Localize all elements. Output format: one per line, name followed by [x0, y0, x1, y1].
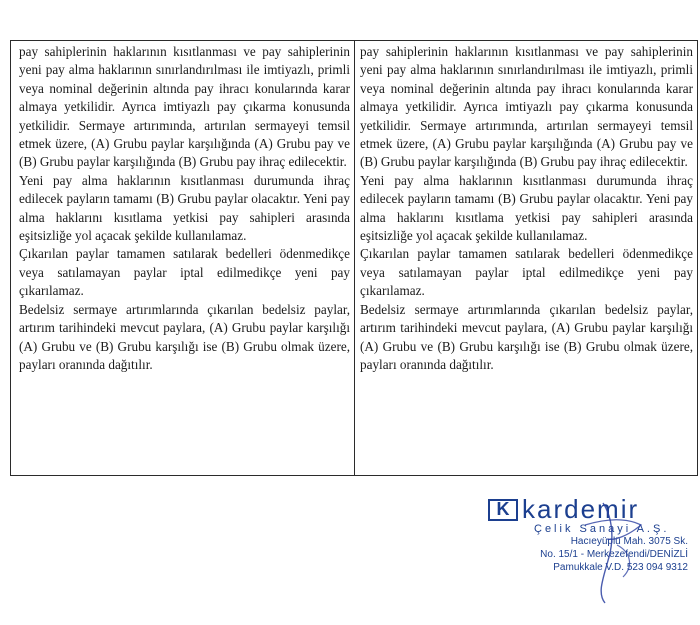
left-column — [11, 41, 354, 475]
document-table — [10, 40, 698, 476]
left-paragraph-2: Yeni pay alma haklarının kısıtlanması durumunda ihraç edilecek payların tamamı (B) Grubu paylar olacaktır. Yeni pay alma haklarını kısıtlama yetkisi pay sahipleri arasında eşitsizliğe yol açacak şekilde kullanılamaz. — [19, 172, 350, 244]
right-paragraph-4: Bedelsiz sermaye artırımlarında çıkarılan bedelsiz paylar, artırım tarihindeki mevcut paylara, (A) Grubu paylar karşılığı (A) Grubu ve (B) Grubu karşılığı ise (B) Grubu olmak üzere, payları oranında dağıtılır. — [360, 301, 693, 372]
left-paragraph-4: Bedelsiz sermaye artırımlarında çıkarılan bedelsiz paylar, artırım tarihindeki mevcut paylara, (A) Grubu paylar karşılığı (A) Grubu ve (B) Grubu karşılığı ise (B) Grubu olmak üzere, payları oranında dağıtılır. — [19, 301, 350, 372]
left-paragraph-1: pay sahiplerinin haklarının kısıtlanması ve pay sahiplerinin yeni pay alma haklarının sınırlandırılması ile imtiyazlı, primli veya nominal değerinin altında pay ihracı konularında karar almaya yetkilidir. Ayrıca imtiyazlı pay çıkarma konusunda yetkilidir. Sermaye artırımında, artırılan sermayeyi temsil etmek üzere, (A) Grubu paylar karşılığında (A) Grubu pay ve (B) Grubu paylar karşılığında (B) Grubu pay ihraç edilecektir. — [19, 44, 350, 170]
right-paragraph-1: pay sahiplerinin haklarının kısıtlanması ve pay sahiplerinin yeni pay alma haklarının sınırlandırılması ile imtiyazlı, primli veya nominal değerinin altında pay ihracı konularında karar almaya yetkilidir. Ayrıca imtiyazlı pay çıkarma konusunda yetkilidir. Sermaye artırımında, artırılan sermayeyi temsil etmek üzere, (A) Grubu paylar karşılığında (A) Grubu pay ve (B) Grubu paylar karşılığında (B) Grubu pay ihraç edilecektir. — [360, 44, 693, 170]
stamp-address-line-1: Hacıeyüplü Mah. 3075 Sk. — [570, 536, 688, 547]
left-paragraph-3: Çıkarılan paylar tamamen satılarak bedelleri ödenmedikçe veya satılamayan paylar iptal edilmedikçe yeni pay çıkarılamaz. — [19, 246, 350, 299]
stamp-address-line-2: No. 15/1 - Merkezefendi/DENİZLİ — [540, 549, 688, 560]
kardemir-logo-icon: K — [488, 499, 518, 521]
company-stamp — [488, 494, 688, 574]
right-paragraph-3: Çıkarılan paylar tamamen satılarak bedelleri ödenmedikçe veya satılamayan paylar iptal edilmedikçe yeni pay çıkarılamaz. — [360, 246, 693, 299]
stamp-subtitle: Çelik Sanayi A.Ş. — [534, 523, 670, 535]
stamp-address-line-3: Pamukkale V.D. 523 094 9312 — [553, 562, 688, 573]
stamp-brand: kardemir — [522, 494, 640, 524]
right-paragraph-2: Yeni pay alma haklarının kısıtlanması durumunda ihraç edilecek payların tamamı (B) Grubu paylar olacaktır. Yeni pay alma haklarını kısıtlama yetkisi pay sahipleri arasında eşitsizliğe yol açacak şekilde kullanılamaz. — [360, 172, 693, 244]
right-column — [354, 41, 697, 475]
stamp-logo — [488, 494, 688, 525]
